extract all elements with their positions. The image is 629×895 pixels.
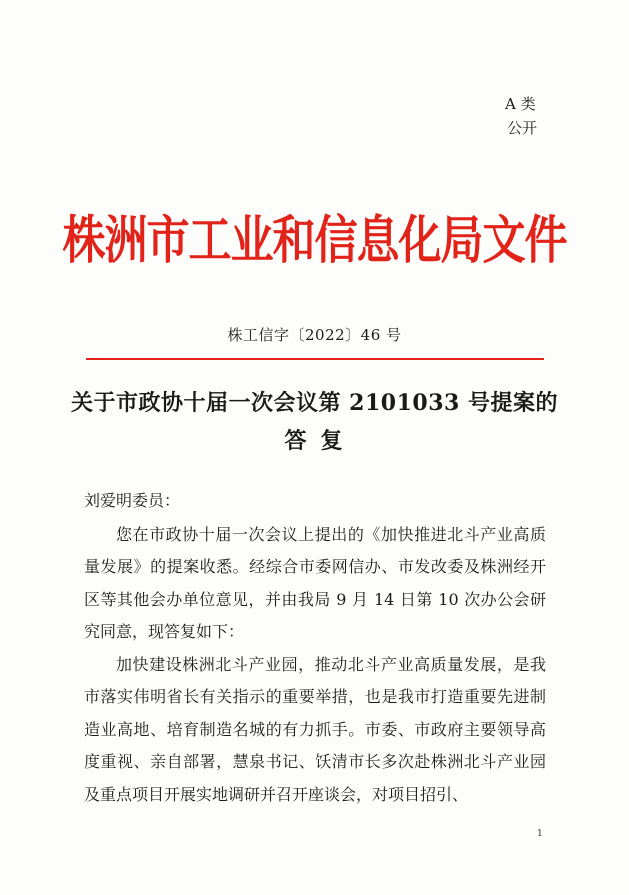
classification-block <box>505 92 537 140</box>
page-number: 1 <box>537 829 543 839</box>
salutation: 刘爱明委员： <box>84 491 181 510</box>
classification-grade: A 类 <box>504 95 536 113</box>
document-title-line2: 答复 <box>284 428 357 454</box>
document-title-line1: 关于市政协十届一次会议第 2101033 号提案的 <box>71 390 558 416</box>
red-divider <box>86 358 544 360</box>
masthead-title: 株洲市工业和信息化局文件 <box>62 211 567 272</box>
classification-disclosure: 公开 <box>506 119 537 137</box>
document-number: 株工信字〔2022〕46 号 <box>227 326 402 344</box>
document-title <box>0 384 629 460</box>
body-paragraph: 加快建设株洲北斗产业园，推动北斗产业高质量发展，是我市落实伟明省长有关指示的重要举措，也是我市打造重要先进制造业高地、培育制造名城的有力抓手。市委、市政府主要领导高度重视、亲自部署，慧泉书记、饫清市长多次赴株洲北斗产业园及重点项目开展实地调研并召开座谈会，对项目招引、 <box>84 654 546 804</box>
document-body <box>84 485 546 811</box>
body-paragraph: 您在市政协十届一次会议上提出的《加快推进北斗产业高质量发展》的提案收悉。经综合市委网信办、市发改委及株洲经开区等其他会办单位意见，并由我局 9 月 14 日第 10 次办公会研究同意，现答复如下： <box>84 524 546 641</box>
